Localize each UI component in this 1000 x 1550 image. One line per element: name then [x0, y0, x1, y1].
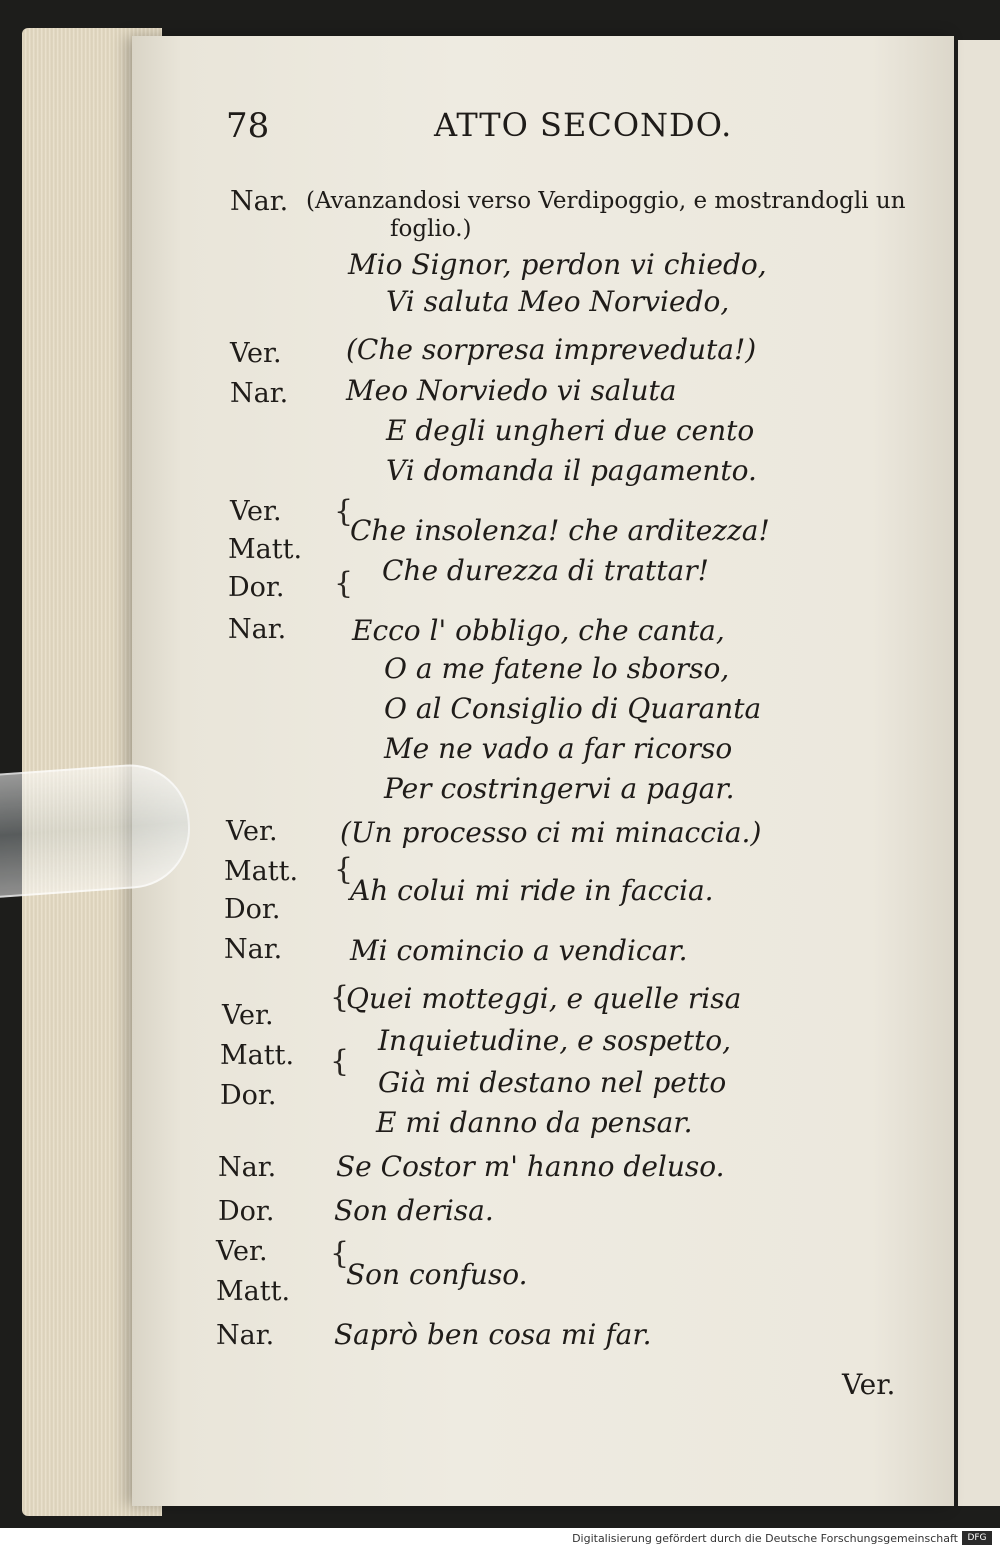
verse-line: Mio Signor, perdon vi chiedo,: [348, 248, 767, 281]
speaker-label: Nar.: [216, 1320, 275, 1351]
verse-line: Che durezza di trattar!: [382, 554, 709, 587]
verse-line: Per costringervi a pagar.: [384, 772, 735, 805]
verse-line: Meo Norviedo vi saluta: [346, 374, 677, 407]
speaker-label: Ver.: [230, 338, 282, 369]
brace-mark: {: [334, 852, 354, 887]
verse-line: Son derisa.: [334, 1194, 494, 1227]
speaker-label: Nar.: [228, 614, 287, 645]
speaker-label: Dor.: [228, 572, 285, 603]
verse-line: Se Costor m' hanno deluso.: [336, 1150, 725, 1183]
verse-line: O a me fatene lo sborso,: [384, 652, 730, 685]
speaker-label: Matt.: [216, 1276, 291, 1307]
speaker-label: Matt.: [220, 1040, 295, 1071]
brace-mark: {: [330, 1044, 350, 1079]
speaker-label: Matt.: [224, 856, 299, 887]
running-head: ATTO SECONDO.: [434, 106, 733, 144]
verse-line: Vi domanda il pagamento.: [386, 454, 757, 487]
verse-line: O al Consiglio di Quaranta: [384, 692, 762, 725]
stage-direction: (Avanzandosi verso Verdipoggio, e mostrandogli un: [306, 188, 906, 214]
speaker-label: Ver.: [230, 496, 282, 527]
footer-bar: [0, 1528, 1000, 1550]
verse-line: (Un processo ci mi minaccia.): [340, 816, 762, 849]
page-header: [0, 106, 1000, 156]
page-number: 78: [226, 106, 270, 146]
brace-mark: {: [334, 566, 354, 601]
speaker-label: Matt.: [228, 534, 303, 565]
facing-page-edge: [958, 40, 1000, 1506]
dfg-logo: DFG: [962, 1531, 992, 1545]
speaker-label: Ver.: [222, 1000, 274, 1031]
verse-line: Già mi destano nel petto: [378, 1066, 727, 1099]
verse-line: Son confuso.: [346, 1258, 528, 1291]
verse-line: Che insolenza! che arditezza!: [350, 514, 770, 547]
verse-line: Mi comincio a vendicar.: [350, 934, 688, 967]
verse-line: Me ne vado a far ricorso: [384, 732, 733, 765]
brace-mark: {: [330, 980, 350, 1015]
verse-line: Ecco l' obbligo, che canta,: [352, 614, 725, 647]
speaker-label: Nar.: [230, 186, 289, 217]
catchword: Ver.: [842, 1368, 896, 1401]
speaker-label: Nar.: [224, 934, 283, 965]
brace-mark: {: [330, 1236, 350, 1271]
verse-line: E degli ungheri due cento: [386, 414, 755, 447]
speaker-label: Dor.: [224, 894, 281, 925]
speaker-label: Dor.: [220, 1080, 277, 1111]
funding-credit: Digitalisierung gefördert durch die Deutsche Forschungsgemeinschaft: [572, 1532, 958, 1545]
verse-line: Saprò ben cosa mi far.: [334, 1318, 652, 1351]
speaker-label: Nar.: [218, 1152, 277, 1183]
speaker-label: Ver.: [216, 1236, 268, 1267]
speaker-label: Dor.: [218, 1196, 275, 1227]
verse-line: E mi danno da pensar.: [376, 1106, 693, 1139]
speaker-label: Ver.: [226, 816, 278, 847]
verse-line: Inquietudine, e sospetto,: [378, 1024, 731, 1057]
stage-direction: foglio.): [390, 216, 472, 242]
verse-line: (Che sorpresa impreveduta!): [346, 333, 757, 366]
verse-line: Vi saluta Meo Norviedo,: [386, 285, 730, 318]
verse-line: Quei motteggi, e quelle risa: [346, 982, 742, 1015]
brace-mark: {: [334, 494, 354, 529]
verse-line: Ah colui mi ride in faccia.: [350, 874, 714, 907]
speaker-label: Nar.: [230, 378, 289, 409]
